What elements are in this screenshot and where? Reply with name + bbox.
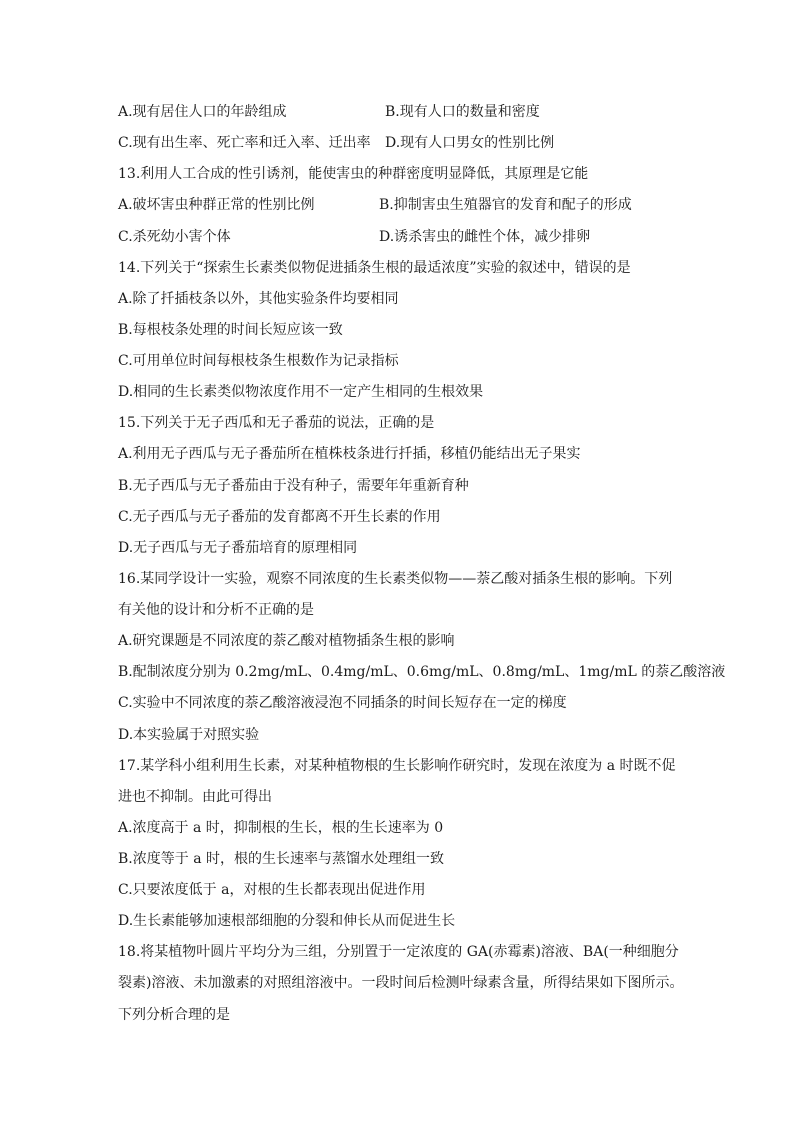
q18-stem-line3: 下列分析合理的是 [118, 1007, 230, 1023]
q16-option-d: D.本实验属于对照实验 [118, 727, 260, 743]
q17-stem-line1: 17.某学科小组利用生长素，对某种植物根的生长影响作研究时，发现在浓度为 a 时既不促 [118, 758, 676, 774]
q14-option-c: C.可用单位时间每根枝条生根数作为记录指标 [118, 353, 399, 369]
q18-stem-line2: 裂素)溶液、未加激素的对照组溶液中。一段时间后检测叶绿素含量，所得结果如下图所示。 [118, 975, 684, 991]
q12-option-d: D.现有人口男女的性别比例 [385, 135, 555, 151]
q13-option-c: C.杀死幼小害个体 [118, 229, 231, 245]
q13-stem: 13.利用人工合成的性引诱剂，能使害虫的种群密度明显降低，其原理是它能 [118, 166, 589, 182]
q17-option-b: B.浓度等于 a 时，根的生长速率与蒸馏水处理组一致 [118, 851, 444, 867]
q15-stem: 15.下列关于无子西瓜和无子番茄的说法，正确的是 [118, 415, 435, 431]
q13-option-b: B.抑制害虫生殖器官的发育和配子的形成 [379, 197, 632, 213]
q16-stem-line2: 有关他的设计和分析不正确的是 [118, 602, 314, 618]
q16-stem-line1: 16.某同学设计一实验，观察不同浓度的生长素类似物——萘乙酸对插条生根的影响。下列 [118, 571, 673, 587]
q14-option-b: B.每根枝条处理的时间长短应该一致 [118, 322, 343, 338]
q14-option-d: D.相同的生长素类似物浓度作用不一定产生相同的生根效果 [118, 384, 484, 400]
q17-stem-line2: 进也不抑制。由此可得出 [118, 789, 272, 805]
q15-option-b: B.无子西瓜与无子番茄由于没有种子，需要年年重新育种 [118, 478, 469, 494]
q13-option-a: A.破坏害虫种群正常的性别比例 [118, 197, 315, 213]
q16-option-a: A.研究课题是不同浓度的萘乙酸对植物插条生根的影响 [118, 633, 455, 649]
q13-option-d: D.诱杀害虫的雌性个体，减少排卵 [379, 229, 591, 245]
q18-stem-line1: 18.将某植物叶圆片平均分为三组，分别置于一定浓度的 GA(赤霉素)溶液、BA(一种细胞分 [118, 944, 679, 960]
q12-option-b: B.现有人口的数量和密度 [385, 104, 540, 120]
q14-option-a: A.除了扦插枝条以外，其他实验条件均要相同 [118, 291, 399, 307]
q12-option-a: A.现有居住人口的年龄组成 [118, 104, 287, 120]
q12-option-c: C.现有出生率、死亡率和迁入率、迁出率 [118, 135, 371, 151]
q17-option-c: C.只要浓度低于 a，对根的生长都表现出促进作用 [118, 882, 426, 898]
q17-option-d: D.生长素能够加速根部细胞的分裂和伸长从而促进生长 [118, 913, 456, 929]
q15-option-a: A.利用无子西瓜与无子番茄所在植株枝条进行扦插，移植仍能结出无子果实 [118, 446, 581, 462]
q15-option-d: D.无子西瓜与无子番茄培育的原理相同 [118, 540, 358, 556]
q14-stem: 14.下列关于“探索生长素类似物促进插条生根的最适浓度”实验的叙述中，错误的是 [118, 260, 631, 276]
q17-option-a: A.浓度高于 a 时，抑制根的生长，根的生长速率为 0 [118, 820, 444, 836]
q16-option-c: C.实验中不同浓度的萘乙酸溶液浸泡不同插条的时间长短存在一定的梯度 [118, 695, 567, 711]
q16-option-b: B.配制浓度分别为 0.2mg/mL、0.4mg/mL、0.6mg/mL、0.8mg/mL、1mg/mL 的萘乙酸溶液 [118, 664, 726, 680]
q15-option-c: C.无子西瓜与无子番茄的发育都离不开生长素的作用 [118, 509, 441, 525]
